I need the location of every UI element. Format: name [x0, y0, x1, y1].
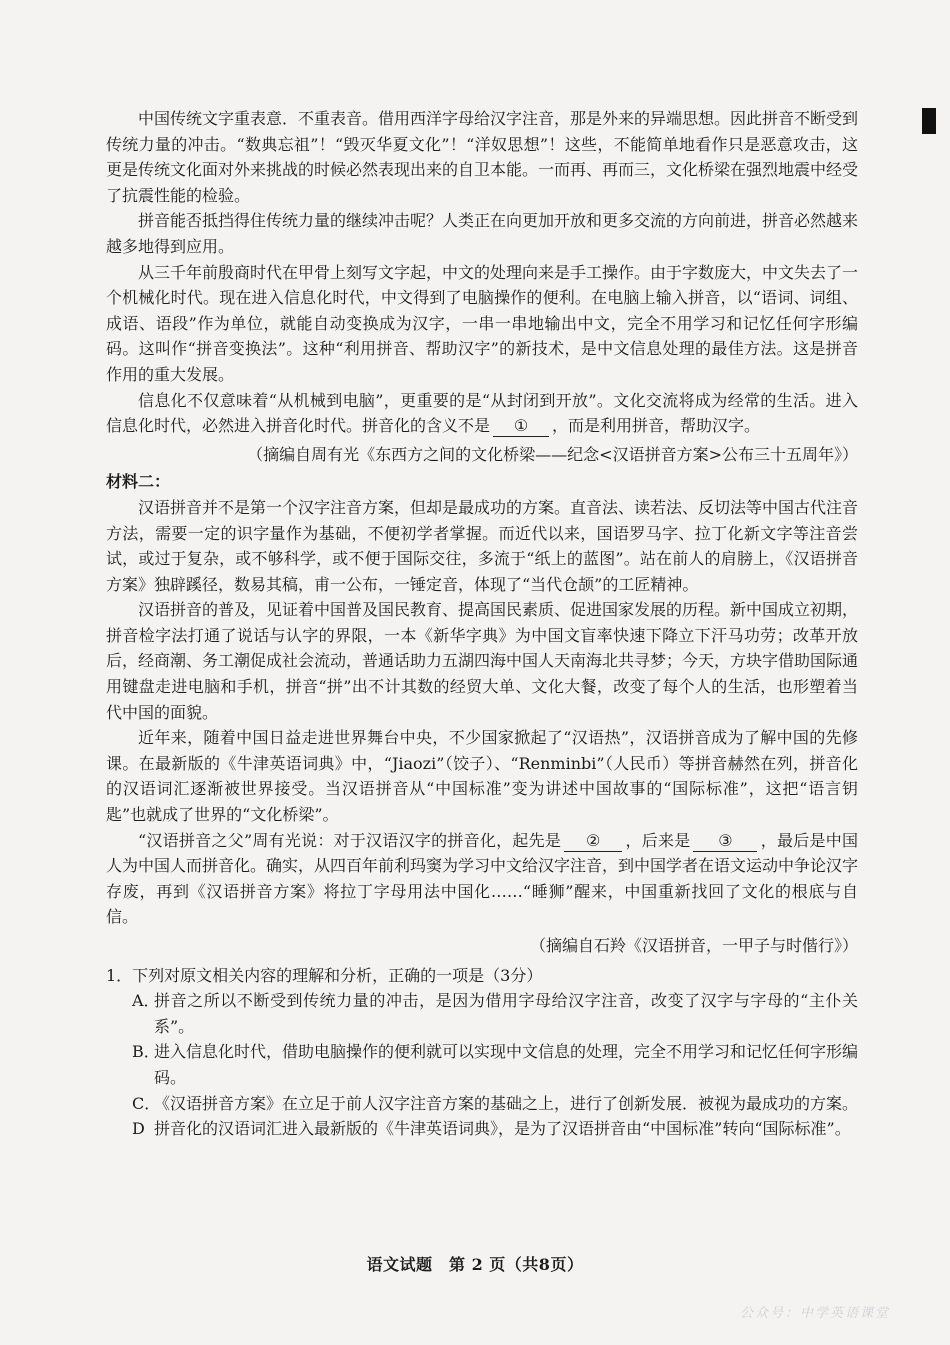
page-corner-marker	[922, 108, 936, 134]
question-1-stem: 1．下列对原文相关内容的理解和分析，正确的一项是（3分）	[106, 965, 543, 985]
option-c	[132, 1091, 858, 1117]
material1-paragraph: 中国传统文字重表意．不重表音。借用西洋字母给汉字注音，那是外来的异端思想。因此拼音不断受到传统力量的冲击。“数典忘祖”！“毁灭华夏文化”！“洋奴思想”！这些，不能简单地看作只是恶意攻击，这更是传统文化面对外来挑战的时候必然表现出来的自卫本能。一而再、再而三，文化桥梁在强烈地震中经受了抗震性能的检验。	[106, 109, 859, 205]
material1-source: （摘编自周有光《东西方之间的文化桥梁——纪念<汉语拼音方案>公布三十五周年》）	[247, 444, 858, 464]
material2-heading: 材料二：	[106, 472, 171, 492]
fill-blank-2: ②	[564, 831, 622, 852]
paragraph-text: ，最后是中国人为中国人而拼音化。确实，从四百年前利玛窦为学习中文给汉字注音，到中国学者在语文运动中争论汉字存废，再到《汉语拼音方案》将拉丁字母用法中国化……“睡狮”醒来，中国重新找回了文化的根底与自信。	[106, 830, 859, 927]
question-1-options	[132, 988, 858, 1142]
page-content	[106, 106, 858, 1142]
material2-paragraph: 汉语拼音并不是第一个汉字注音方案，但却是最成功的方案。直音法、读若法、反切法等中国古代注音方法，需要一定的识字量作为基础，不便初学者掌握。而近代以来，国语罗马字、拉丁化新文字等注音尝试，或过于复杂，或不够科学，或不便于国际交往，多流于“纸上的蓝图”。站在前人的肩膀上，《汉语拼音方案》独辟蹊径，数易其稿，甫一公布，一锤定音，体现了“当代仓颉”的工匠精神。	[106, 497, 859, 594]
page-footer: 语文试题 第 2 页（共8页）	[366, 1255, 584, 1274]
paragraph-text: “汉语拼音之父”周有光说：对于汉语汉字的拼音化，起先是	[138, 830, 562, 850]
option-letter: D	[132, 1119, 145, 1139]
material1-final-paragraph	[106, 388, 858, 439]
option-text: 拼音之所以不断受到传统力量的冲击，是因为借用字母给汉字注音，改变了汉字与字母的“主仆关系”。	[154, 991, 858, 1036]
material2-quote-paragraph	[106, 828, 858, 930]
option-b	[132, 1039, 858, 1090]
option-a	[132, 988, 858, 1039]
paragraph-text: ，后来是	[625, 830, 691, 850]
material2-source: （摘编自石羚《汉语拼音，一甲子与时偕行》）	[529, 936, 858, 955]
material1-paragraph: 从三千年前殷商时代在甲骨上刻写文字起，中文的处理向来是手工操作。由于字数庞大，中文失去了一个机械化时代。现在进入信息化时代，中文得到了电脑操作的便利。在电脑上输入拼音，以“语词、词组、成语、语段”作为单位，就能自动变换成为汉字，一串一串地输出中文，完全不用学习和记忆任何字形编码。这叫作“拼音变换法”。这种“利用拼音、帮助汉字”的新技术，是中文信息处理的最佳方法。这是拼音作用的重大发展。	[106, 262, 859, 384]
option-text: 《汉语拼音方案》在立足于前人汉字注音方案的基础之上，进行了创新发展．被视为最成功的方案。	[154, 1093, 859, 1113]
material2-paragraph: 近年来，随着中国日益走进世界舞台中央，不少国家掀起了“汉语热”，汉语拼音成为了解中国的先修课。在最新版的《牛津英语词典》中，“Jiaozi”（饺子）、“Renminbi”（人民币）等拼音赫然在列，拼音化的汉语词汇逐渐被世界接受。当汉语拼音从“中国标准”变为讲述中国故事的“国际标准”，这把“语言钥匙”也就成了世界的“文化桥梁”。	[106, 728, 858, 825]
fill-blank-3: ③	[693, 831, 757, 852]
watermark: 公众号：中学英语课堂	[739, 1306, 890, 1321]
fill-blank-1: ①	[493, 416, 549, 437]
option-d	[132, 1116, 858, 1142]
paragraph-text: ，而是利用拼音，帮助汉字。	[552, 416, 761, 436]
paragraph-text: 信息化不仅意味着“从机械到电脑”，更重要的是“从封闭到开放”。文化交流将成为经常的生活。进入信息化时代，必然进入拼音化时代。拼音化的含义不是	[106, 390, 858, 436]
option-text: 拼音化的汉语词汇进入最新版的《牛津英语词典》，是为了汉语拼音由“中国标准”转向“国际标准”。	[154, 1119, 851, 1139]
option-letter: C．	[132, 1093, 161, 1113]
option-text: 进入信息化时代，借助电脑操作的便利就可以实现中文信息的处理，完全不用学习和记忆任何字形编码。	[154, 1042, 859, 1087]
option-letter: B．	[132, 1042, 160, 1062]
material1-paragraph: 拼音能否抵挡得住传统力量的继续冲击呢？人类正在向更加开放和更多交流的方向前进，拼音必然越来越多地得到应用。	[106, 211, 859, 256]
material2-paragraph: 汉语拼音的普及，见证着中国普及国民教育、提高国民素质、促进国家发展的历程。新中国成立初期，拼音检字法打通了说话与认字的界限，一本《新华字典》为中国文盲率快速下降立下汗马功劳；改革开放后，经商潮、务工潮促成社会流动，普通话助力五湖四海中国人天南海北共寻梦；今天，方块字借助国际通用键盘走进电脑和手机，拼音“拼”出不计其数的经贸大单、文化大餐，改变了每个人的生活，也形塑着当代中国的面貌。	[106, 600, 859, 722]
option-letter: A．	[132, 991, 160, 1011]
